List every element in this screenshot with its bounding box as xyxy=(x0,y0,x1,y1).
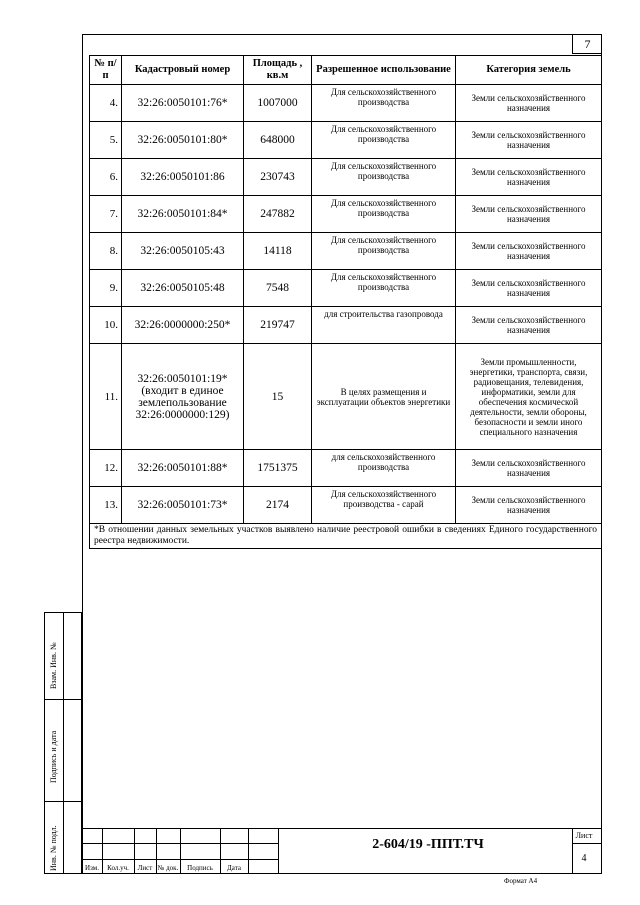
cell-category: Земли сельскохозяйственного назначения xyxy=(456,307,602,344)
cell-use: Для сельскохозяйственного производства xyxy=(312,159,456,196)
cell-cadastral: 32:26:0050101:76* xyxy=(122,85,244,122)
header-category: Категория земель xyxy=(456,56,602,85)
label-list: Лист xyxy=(137,864,153,872)
paper-format: Формат А4 xyxy=(504,877,538,885)
cell-cadastral: 32:26:0050101:73* xyxy=(122,487,244,524)
cell-num: 8. xyxy=(90,233,122,270)
header-num: № п/п xyxy=(90,56,122,85)
cell-use: для сельскохозяйственного производства xyxy=(312,450,456,487)
cell-area: 1751375 xyxy=(244,450,312,487)
label-kol-uch: Кол.уч. xyxy=(107,864,129,872)
cell-use: Для сельскохозяйственного производства xyxy=(312,122,456,159)
cell-num: 10. xyxy=(90,307,122,344)
cell-num: 11. xyxy=(90,344,122,450)
table-row xyxy=(90,450,602,487)
table-row xyxy=(90,344,602,450)
label-data: Дата xyxy=(227,864,241,872)
cell-category: Земли сельскохозяйственного назначения xyxy=(456,233,602,270)
table-row xyxy=(90,487,602,524)
header-cadastral: Кадастровый номер xyxy=(122,56,244,85)
sheet-number: 4 xyxy=(581,853,587,864)
note-row xyxy=(90,524,602,549)
vzam-inv-label: Взам. Инв. № xyxy=(49,642,58,689)
cell-category: Земли сельскохозяйственного назначения xyxy=(456,487,602,524)
cell-category: Земли сельскохозяйственного назначения xyxy=(456,450,602,487)
table-row xyxy=(90,270,602,307)
cell-use: Для сельскохозяйственного производства xyxy=(312,85,456,122)
table-row xyxy=(90,196,602,233)
cell-area: 7548 xyxy=(244,270,312,307)
podpis-data-label: Подпись и дата xyxy=(49,730,58,783)
cell-category: Земли сельскохозяйственного назначения xyxy=(456,85,602,122)
label-podpis: Подпись xyxy=(187,864,213,872)
cell-category: Земли сельскохозяйственного назначения xyxy=(456,196,602,233)
document-code: 2-604/19 -ППТ.ТЧ xyxy=(372,837,484,852)
cell-cadastral: 32:26:0050101:80* xyxy=(122,122,244,159)
cell-num: 6. xyxy=(90,159,122,196)
cell-cadastral: 32:26:0000000:250* xyxy=(122,307,244,344)
cell-num: 7. xyxy=(90,196,122,233)
table-row xyxy=(90,233,602,270)
cell-use: Для сельскохозяйственного производства xyxy=(312,196,456,233)
cell-num: 13. xyxy=(90,487,122,524)
table-row xyxy=(90,122,602,159)
cell-area: 15 xyxy=(244,344,312,450)
cell-area: 2174 xyxy=(244,487,312,524)
cell-num: 9. xyxy=(90,270,122,307)
label-n-dok: № док. xyxy=(157,864,179,872)
cell-cadastral: 32:26:0050105:43 xyxy=(122,233,244,270)
cell-area: 219747 xyxy=(244,307,312,344)
cell-category: Земли промышленности, энергетики, транспорта, связи, радиовещания, телевидения, информатики, земли для обеспечения космической деятельности, земли обороны, безопасности и земли иного специального назначения xyxy=(456,344,602,450)
table-row xyxy=(90,307,602,344)
cell-area: 648000 xyxy=(244,122,312,159)
cell-num: 12. xyxy=(90,450,122,487)
header-use: Разрешенное использование xyxy=(312,56,456,85)
land-plots-table xyxy=(89,55,602,549)
table-note: *В отношении данных земельных участков выявлено наличие реестровой ошибки в сведениях Единого государственного реестра недвижимости. xyxy=(90,524,602,549)
cell-use: В целях размещения и эксплуатации объектов энергетики xyxy=(312,344,456,450)
cell-area: 1007000 xyxy=(244,85,312,122)
cell-use: Для сельскохозяйственного производства xyxy=(312,233,456,270)
sheet-label: Лист xyxy=(575,831,593,840)
cell-area: 14118 xyxy=(244,233,312,270)
table-row xyxy=(90,85,602,122)
cell-cadastral: 32:26:0050101:88* xyxy=(122,450,244,487)
cell-area: 230743 xyxy=(244,159,312,196)
page-number: 7 xyxy=(572,34,602,54)
table-row xyxy=(90,159,602,196)
cell-category: Земли сельскохозяйственного назначения xyxy=(456,122,602,159)
cell-cadastral: 32:26:0050101:84* xyxy=(122,196,244,233)
label-izm: Изм. xyxy=(85,864,99,872)
cell-cadastral: 32:26:0050105:48 xyxy=(122,270,244,307)
cell-num: 5. xyxy=(90,122,122,159)
table-header-row xyxy=(90,56,602,85)
cell-cadastral: 32:26:0050101:19* (входит в единое землепользование 32:26:0000000:129) xyxy=(122,344,244,450)
cell-category: Земли сельскохозяйственного назначения xyxy=(456,270,602,307)
cell-cadastral: 32:26:0050101:86 xyxy=(122,159,244,196)
inv-podl-label: Инв. № подл. xyxy=(49,825,58,871)
cell-use: Для сельскохозяйственного производства xyxy=(312,270,456,307)
header-area: Площадь , кв.м xyxy=(244,56,312,85)
side-stamp xyxy=(44,612,82,874)
cell-area: 247882 xyxy=(244,196,312,233)
cell-num: 4. xyxy=(90,85,122,122)
cell-use: для строительства газопровода xyxy=(312,307,456,344)
cell-use: Для сельскохозяйственного производства - сарай xyxy=(312,487,456,524)
title-block xyxy=(82,828,602,874)
cell-category: Земли сельскохозяйственного назначения xyxy=(456,159,602,196)
